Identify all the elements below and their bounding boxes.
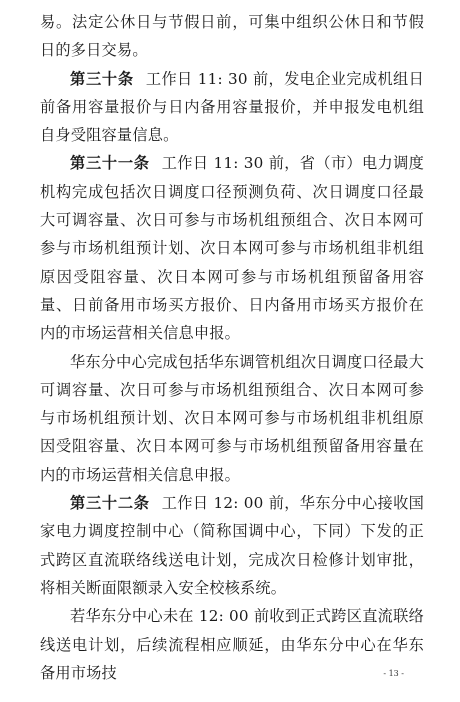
paragraph-east-china: [40, 348, 424, 489]
paragraph-1: [40, 8, 424, 65]
paragraph-text: 工作日 11: 30 前，发电企业完成机组日前备用容量报价与日内备用容量报价，并申报发电机组自身受阻容量信息。: [40, 69, 425, 145]
article-32-paragraph: [40, 489, 424, 602]
article-30-paragraph: [40, 65, 424, 150]
paragraph-postpone: [40, 602, 424, 687]
document-page: [40, 8, 424, 687]
paragraph-text: 易。法定公休日与节假日前，可集中组织公休日和节假日的多日交易。: [40, 13, 424, 60]
paragraph-text: 若华东分中心未在 12: 00 前收到正式跨区直流联络线送电计划，后续流程相应顺延，由华东分中心在华东备用市场技: [40, 607, 424, 682]
article-heading: 第三十二条: [70, 494, 150, 513]
page-number: - 13 -: [383, 669, 404, 678]
article-31-paragraph: [40, 149, 424, 347]
article-heading: 第三十一条: [70, 154, 150, 173]
paragraph-text: 华东分中心完成包括华东调管机组次日调度口径最大可调容量、次日可参与市场机组预组合、次日本网可参与市场机组预计划、次日本网可参与市场机组非机组原因受阻容量、次日本网可参与市场机组预留备用容量在内的市场运营相关信息申报。: [40, 352, 424, 484]
paragraph-text: 工作日 11: 30 前，省（市）电力调度机构完成包括次日调度口径预测负荷、次日调度口径最大可调容量、次日可参与市场机组预组合、次日本网可参与市场机组预计划、次日本网可参与市场机组非机组原因受阻容量、次日本网可参与市场机组预留备用容量、日前备用市场买方报价、日内备用市场买方报价在内的市场运营相关信息申报。: [40, 154, 425, 343]
paragraph-text: 工作日 12: 00 前，华东分中心接收国家电力调度控制中心（简称国调中心，下同）下发的正式跨区直流联络线送电计划，完成次日检修计划审批，将相关断面限额录入安全校核系统。: [40, 494, 425, 597]
article-heading: 第三十条: [70, 69, 134, 88]
